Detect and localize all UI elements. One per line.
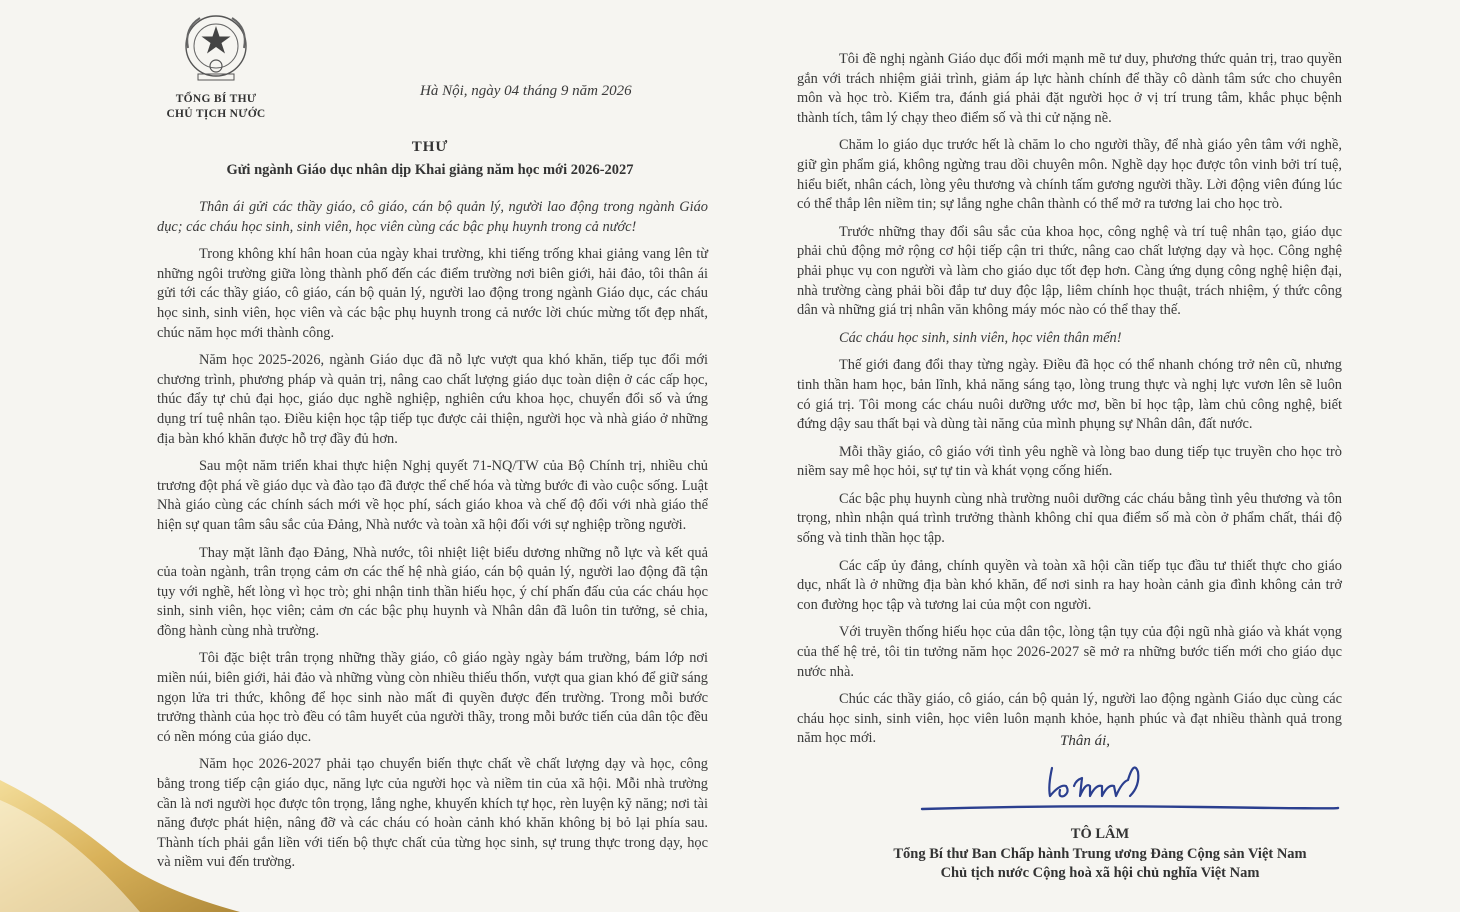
sender-title-1: TỔNG BÍ THƯ (175, 93, 257, 105)
paragraph: Với truyền thống hiếu học của dân tộc, lòng tận tụy của đội ngũ nhà giáo và khát vọng của thế hệ trẻ, tôi tin tưởng năm học 2026-2027 sẽ mở ra những bước tiến mới cho giáo dục nước nhà. (797, 624, 1342, 680)
paragraph: Trước những thay đổi sâu sắc của khoa học, công nghệ và trí tuệ nhân tạo, giáo dục phải chủ động mở rộng cơ hội tiếp cận tri thức, nâng cao chất lượng dạy và học. Công nghệ phải phục vụ con người và làm cho giáo dục tốt đẹp hơn. Càng ứng dụng công nghệ hiện đại, nhà trường càng phải bồi đắp tư duy độc lập, liêm chính học thuật, trách nhiệm, ý thức công dân và những giá trị nhân văn không máy móc nào có thể thay thế. (797, 223, 1342, 319)
sender-header (160, 8, 272, 122)
paragraph: Năm học 2025-2026, ngành Giáo dục đã nỗ lực vượt qua khó khăn, tiếp tục đổi mới chương trình, phương pháp và quản trị, nâng cao chất lượng giáo dục toàn diện ở các cấp học, thúc đẩy tự chủ đại học, giáo dục nghề nghiệp, nghiên cứu khoa học, chuyển đổi số và ứng dụng trí tuệ nhân tạo. Điều kiện học tập tiếp tục được cải thiện, người học và nhà giáo ở những địa bàn khó khăn được hỗ trợ đầy đủ hơn. (157, 352, 708, 447)
paragraph: Sau một năm triển khai thực hiện Nghị quyết 71-NQ/TW của Bộ Chính trị, nhiều chủ trương đột phá về giáo dục và đào tạo đã được thể chế hóa và từng bước đi vào cuộc sống. Luật Nhà giáo cùng các chính sách mới về học phí, sách giáo khoa và chế độ đối với nhà giáo thể hiện sự quan tâm sâu sắc của Đảng, Nhà nước và toàn xã hội đối với sự nghiệp trồng người. (157, 458, 708, 533)
letter-subtitle: Gửi ngành Giáo dục nhân dịp Khai giảng năm học mới 2026-2027 (226, 162, 634, 178)
paragraph: Chúc các thầy giáo, cô giáo, cán bộ quản lý, người lao động ngành Giáo dục cùng các cháu học sinh, sinh viên, học viên luôn mạnh khỏe, hạnh phúc và đạt nhiều thành quả trong năm học mới. (797, 691, 1342, 747)
paragraph: Thế giới đang đổi thay từng ngày. Điều đã học có thể nhanh chóng trở nên cũ, nhưng tinh thần ham học, bản lĩnh, khả năng sáng tạo, lòng trung thực và nghị lực vươn lên sẽ luôn có giá trị. Tôi mong các cháu nuôi dưỡng ước mơ, bền bỉ học tập, làm chủ công nghệ, biết đứng dậy sau thất bại và dùng tài năng của mình phụng sự Nhân dân, đất nước. (797, 357, 1342, 433)
paragraph: Tôi đặc biệt trân trọng những thầy giáo, cô giáo ngày ngày bám trường, bám lớp nơi miền núi, biên giới, hải đảo và những vùng còn nhiều thiếu thốn, vượt qua gian khó để giữ sáng ngọn lửa tri thức, không để học sinh nào mất đi quyền được đến trường. Trong mỗi bước trưởng thành của học trò đều có tâm huyết của người thầy, trong mỗi bước tiến của dân tộc đều có nền móng của giáo dục. (157, 650, 708, 745)
signature-icon (1030, 756, 1160, 804)
paragraph: Năm học 2026-2027 phải tạo chuyển biến thực chất về chất lượng dạy và học, công bằng trong tiếp cận giáo dục, năng lực của người học và niềm tin của xã hội. Mỗi nhà trường cần là nơi người học được tôn trọng, lắng nghe, khuyến khích tự học, rèn luyện kỹ năng; nơi tài năng được phát hiện, nâng đỡ và các cháu có hoàn cảnh khó khăn không bị bỏ lại phía sau. Thành tích phải gắn liền với tiến bộ thực chất của từng học sinh, sự trung thực trong dạy, học và niềm vui đến trường. (157, 756, 708, 871)
signer-name: TÔ LÂM (1070, 826, 1130, 842)
paragraph: Các bậc phụ huynh cùng nhà trường nuôi dưỡng các cháu bằng tình yêu thương và tôn trọng, nhìn nhận quá trình trưởng thành không chỉ qua điểm số mà còn ở phẩm chất, thái độ sống và tinh thần học tập. (797, 490, 1342, 547)
closing: Thân ái, (1060, 733, 1111, 749)
right-column (797, 50, 1342, 757)
paragraph: Chăm lo giáo dục trước hết là chăm lo cho người thầy, để nhà giáo yên tâm với nghề, giữ gìn phẩm giá, không ngừng trau dồi chuyên môn. Nghề dạy học được tôn vinh bởi trí tuệ, hiểu biết, nhân cách, lòng yêu thương và chính tấm gương người thầy. Lời động viên đúng lúc có thể thắp lên niềm tin; sự lắng nghe chân thành có thể mở ra tương lai cho học trò. (797, 137, 1342, 213)
letter-title: THƯ (411, 139, 449, 155)
sender-title-2: CHỦ TỊCH NƯỚC (166, 108, 266, 120)
paragraph: Tôi đề nghị ngành Giáo dục đổi mới mạnh mẽ tư duy, phương thức quản trị, trao quyền gắn với trách nhiệm giải trình, giảm áp lực hành chính để thầy cô dành tâm sức cho chuyên môn và học trò. Kiểm tra, đánh giá phải đặt người học ở vị trí trung tâm, khắc phục bệnh thành tích, tâm lý chạy theo điểm số và thi cử nặng nề. (797, 51, 1342, 126)
paragraph: Trong không khí hân hoan của ngày khai trường, khi tiếng trống khai giảng vang lên từ những ngôi trường giữa lòng thành phố đến các điểm trường nơi biên giới, hải đảo, tôi thân ái gửi tới các thầy giáo, cô giáo, cán bộ quản lý, người lao động trong ngành Giáo dục, các cháu học sinh, sinh viên, học viên và các bậc phụ huynh trong cả nước lời chúc mừng tốt đẹp nhất, chúc năm học mới thành công. (157, 246, 708, 341)
paragraph: Thay mặt lãnh đạo Đảng, Nhà nước, tôi nhiệt liệt biểu dương những nỗ lực và kết quả của toàn ngành, trân trọng cảm ơn các thế hệ nhà giáo, cán bộ quản lý, người lao động đã tận tụy với nghề, hết lòng vì học trò; ghi nhận tinh thần hiếu học, ý chí phấn đấu của các cháu học sinh, sinh viên, học viên; cảm ơn các bậc phụ huynh và Nhân dân đã luôn tin tưởng, sẻ chia, đồng hành cùng nhà trường. (157, 544, 708, 639)
students-greeting: Các cháu học sinh, sinh viên, học viên thân mến! (839, 329, 1122, 346)
signature-underline (920, 803, 1340, 813)
greeting: Thân ái gửi các thầy giáo, cô giáo, cán bộ quản lý, người lao động trong ngành Giáo dục; các cháu học sinh, sinh viên, học viên cùng các bậc phụ huynh trong cả nước! (157, 199, 708, 235)
signer-title-2: Chủ tịch nước Cộng hoà xã hội chủ nghĩa Việt Nam (940, 865, 1260, 881)
paragraph: Mỗi thầy giáo, cô giáo với tình yêu nghề và lòng bao dung tiếp tục truyền cho học trò niềm say mê học hỏi, sự tự tin và khát vọng cống hiến. (797, 443, 1342, 480)
paragraph: Các cấp ủy đảng, chính quyền và toàn xã hội cần tiếp tục đầu tư thiết thực cho giáo dục, nhất là ở những địa bàn khó khăn, để nơi sinh ra hay hoàn cảnh gia đình không cản trở con đường học tập và tương lai của một con người. (797, 557, 1342, 613)
page-curl-icon (0, 770, 240, 912)
signer-title-1: Tổng Bí thư Ban Chấp hành Trung ương Đảng Cộng sản Việt Nam (893, 846, 1307, 862)
letter-date: Hà Nội, ngày 04 tháng 9 năm 2026 (420, 83, 632, 99)
national-emblem-icon (176, 8, 256, 90)
